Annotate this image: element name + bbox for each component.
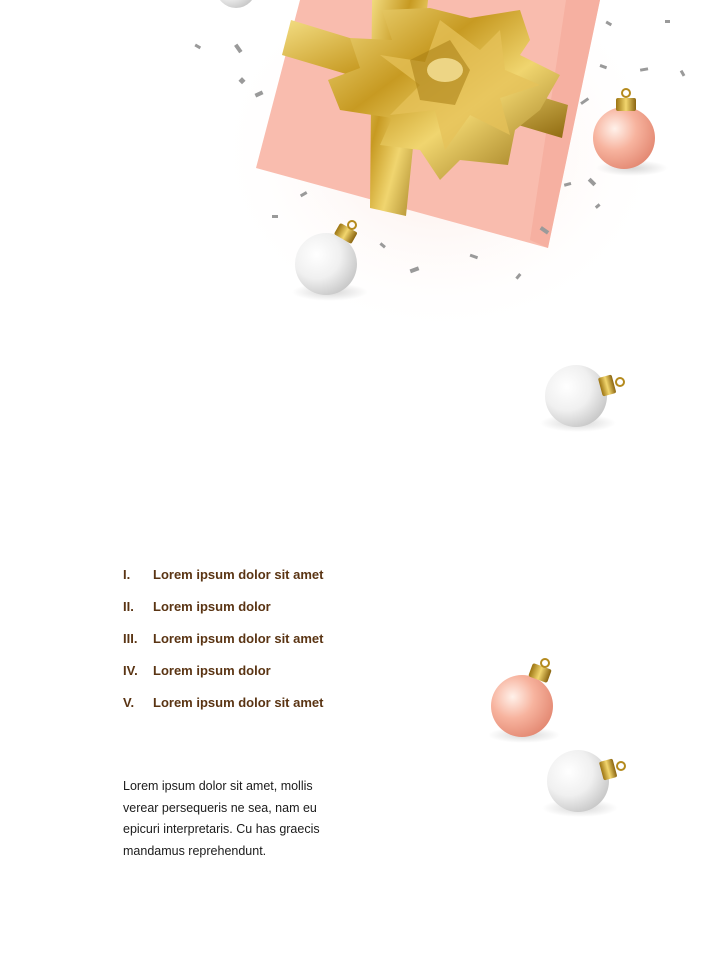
toc-label: Lorem ipsum dolor sit amet <box>153 694 324 710</box>
toc-item <box>123 686 323 718</box>
toc-numeral: V. <box>123 694 135 710</box>
toc-item <box>123 654 323 686</box>
toc-item <box>123 590 323 622</box>
toc-label: Lorem ipsum dolor sit amet <box>153 566 324 582</box>
pink-bauble-icon <box>488 659 560 743</box>
white-bauble-icon <box>540 365 624 432</box>
toc-item <box>123 558 323 590</box>
toc-label: Lorem ipsum dolor sit amet <box>153 630 324 646</box>
toc-numeral: I. <box>123 566 131 582</box>
toc-label: Lorem ipsum dolor <box>153 662 271 678</box>
table-of-contents <box>123 558 323 718</box>
toc-numeral: IV. <box>123 662 138 678</box>
toc-label: Lorem ipsum dolor <box>153 598 271 614</box>
white-bauble-top <box>216 0 256 8</box>
toc-numeral: II. <box>123 598 134 614</box>
white-bauble-icon <box>542 750 625 817</box>
toc-item <box>123 622 323 654</box>
body-paragraph: Lorem ipsum dolor sit amet, mollis verear persequeris ne sea, nam eu epicuri interpretaris. Cu has graecis mandamus reprehendunt. <box>123 779 320 859</box>
toc-numeral: III. <box>123 630 138 646</box>
